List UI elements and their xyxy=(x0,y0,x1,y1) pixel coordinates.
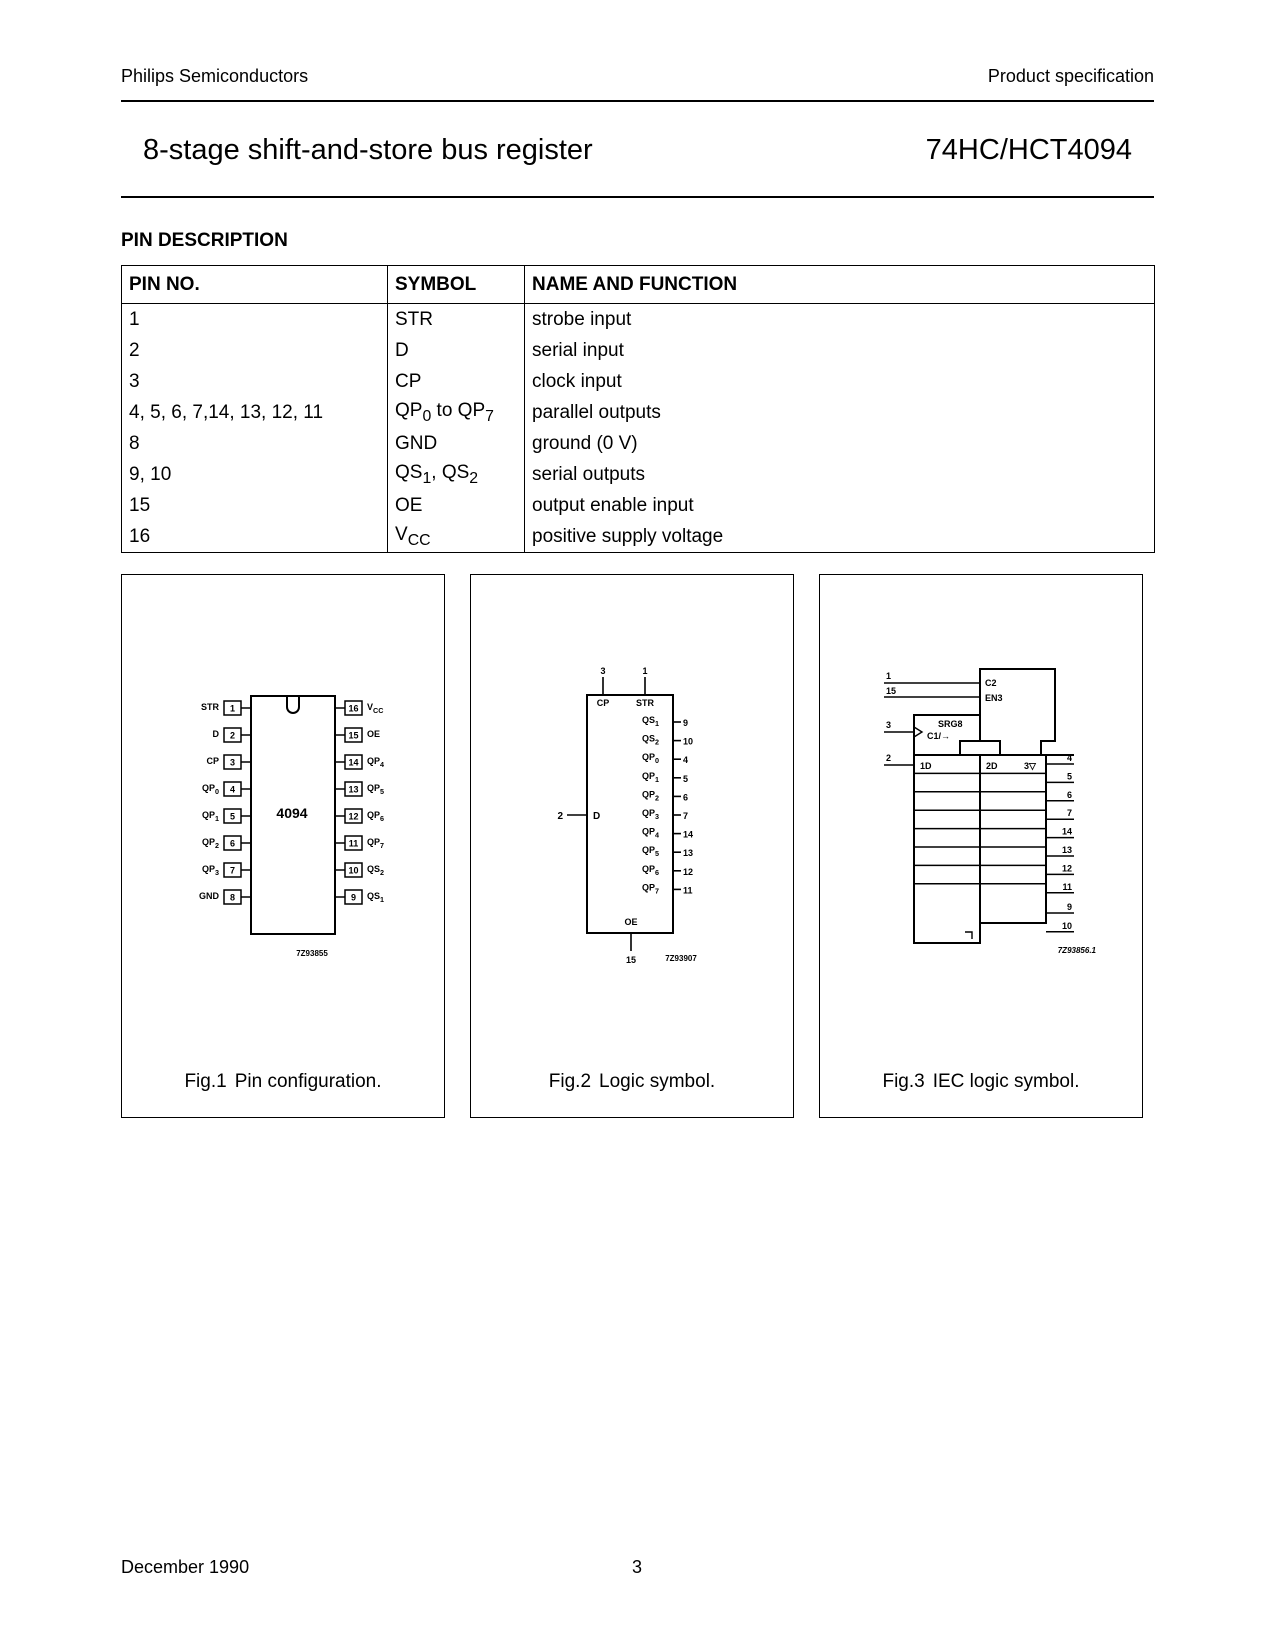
symbol-text: to xyxy=(431,399,458,421)
function-cell: clock input xyxy=(525,366,1155,397)
pin-number: 12 xyxy=(348,811,359,822)
pin-label: $QP_2$ xyxy=(201,837,219,850)
pin-group xyxy=(199,701,384,904)
figure-caption-text: Pin configuration. xyxy=(234,1071,382,1092)
output-number: 6 xyxy=(683,792,689,803)
symbol-cell: OE xyxy=(388,490,525,521)
table-row xyxy=(122,397,1155,428)
pin-number: 7 xyxy=(229,865,236,876)
symbol-text: , xyxy=(431,461,442,483)
pin-cell: 9, 10 xyxy=(122,459,388,490)
pin-number: 1 xyxy=(229,703,236,714)
table-row xyxy=(122,459,1155,490)
output-label: $QP_6$ xyxy=(641,863,659,877)
pin-number: 11 xyxy=(348,838,359,849)
output-label: $QP_4$ xyxy=(641,826,659,840)
pin-configuration-diagram xyxy=(122,575,444,1055)
function-cell: output enable input xyxy=(525,490,1155,521)
output-label: $QP_2$ xyxy=(641,789,659,803)
data-label-2d: 2D xyxy=(986,761,998,771)
symbol-text: QS xyxy=(441,461,470,483)
output-number: 5 xyxy=(683,773,689,784)
symbol-text: QP xyxy=(457,399,486,421)
function-cell: strobe input xyxy=(525,304,1155,336)
register-right-column xyxy=(980,755,1046,923)
symbol-cell xyxy=(388,459,525,490)
output-label: $QP_0$ xyxy=(641,752,659,766)
oe-label: OE xyxy=(624,917,638,927)
pin-label: $QP_5$ xyxy=(367,783,385,796)
output-label: $QS_2$ xyxy=(641,733,659,747)
clock-triangle xyxy=(914,727,922,737)
column-header-symbol: SYMBOL xyxy=(388,266,525,304)
data-input-number: 2 xyxy=(557,811,563,822)
pin-label: $QP_3$ xyxy=(201,864,219,877)
figure-caption xyxy=(122,1071,444,1093)
pin-label: $QS_2$ xyxy=(367,864,385,877)
oe-pin-number: 15 xyxy=(625,955,637,965)
function-cell: positive supply voltage xyxy=(525,521,1155,553)
output-label: $QP_7$ xyxy=(641,882,659,896)
pin-number: 3 xyxy=(229,757,236,768)
output-number: 14 xyxy=(683,829,694,840)
pin-number: 6 xyxy=(229,838,236,849)
symbol-text: QP xyxy=(395,399,423,421)
pin-cell: 1 xyxy=(122,304,388,336)
delay-mark xyxy=(965,932,972,939)
output-label: $QP_1$ xyxy=(641,770,659,784)
figure-caption-text: IEC logic symbol. xyxy=(932,1071,1080,1092)
output-number: 13 xyxy=(1061,845,1072,855)
header-rule xyxy=(121,100,1154,102)
function-cell: parallel outputs xyxy=(525,397,1155,428)
pin-label: $QP_4$ xyxy=(367,756,385,769)
chip-label: 4094 xyxy=(276,805,308,821)
control-label-en3: EN3 xyxy=(985,693,1003,703)
pin-label: $QP_6$ xyxy=(367,810,385,823)
pin-label: $QS_1$ xyxy=(367,891,385,904)
pin-label: OE xyxy=(367,729,381,739)
input-number: 3 xyxy=(886,720,892,730)
data-label-3: 3▽ xyxy=(1024,761,1036,771)
clock-label: C1/→ xyxy=(927,731,951,741)
output-number: 12 xyxy=(1061,863,1072,874)
top-inputs xyxy=(597,666,655,708)
top-input-label: STR xyxy=(636,698,654,708)
symbol-text: V xyxy=(395,523,408,545)
srg-label: SRG8 xyxy=(938,719,963,729)
table-row xyxy=(122,428,1155,459)
output-group xyxy=(1046,753,1074,932)
pin-label: GND xyxy=(199,891,219,901)
output-number: 11 xyxy=(683,885,693,896)
output-number: 4 xyxy=(683,755,689,766)
output-label: $QP_3$ xyxy=(641,808,659,821)
output-number: 10 xyxy=(1061,920,1072,931)
figure-caption xyxy=(820,1071,1142,1093)
function-cell: ground (0 V) xyxy=(525,428,1155,459)
page-number: 3 xyxy=(632,1557,643,1577)
pin-number: 9 xyxy=(350,892,357,903)
symbol-cell: CP xyxy=(388,366,525,397)
pin-number: 15 xyxy=(348,730,359,741)
symbol-subscript: 0 xyxy=(422,407,432,425)
column-header-pin: PIN NO. xyxy=(122,266,388,304)
table-row xyxy=(122,304,1155,336)
header-company: Philips Semiconductors xyxy=(121,66,309,86)
footer-date: December 1990 xyxy=(121,1557,250,1577)
pin-description-table xyxy=(121,265,1155,553)
iec-logic-symbol-diagram xyxy=(820,575,1142,1055)
figure-caption-text: Logic symbol. xyxy=(599,1071,716,1092)
pin-label: STR xyxy=(201,702,219,712)
function-cell: serial outputs xyxy=(525,459,1155,490)
input-number: 1 xyxy=(886,671,892,681)
output-label: $QP_5$ xyxy=(641,845,659,859)
figure-code: 7Z93855 xyxy=(296,949,328,958)
symbol-subscript: 1 xyxy=(422,469,432,487)
function-cell: serial input xyxy=(525,335,1155,366)
symbol-cell: GND xyxy=(388,428,525,459)
figure-number: Fig.2 xyxy=(548,1071,592,1092)
figure-logic-symbol xyxy=(470,574,794,1118)
symbol-cell: STR xyxy=(388,304,525,336)
part-number: 74HC/HCT4094 xyxy=(925,134,1132,166)
symbol-subscript: 7 xyxy=(485,407,494,425)
symbol-subscript: 2 xyxy=(469,469,479,487)
output-number: 13 xyxy=(683,848,694,859)
pin-number: 16 xyxy=(348,703,359,714)
top-input-number: 3 xyxy=(600,666,606,676)
figure-code: 7Z93856.1 xyxy=(1057,946,1096,955)
pin-number: 2 xyxy=(229,730,236,741)
output-number: 4 xyxy=(1066,753,1072,763)
table-row xyxy=(122,490,1155,521)
input-number: 15 xyxy=(886,686,897,696)
figure-iec-logic-symbol xyxy=(819,574,1143,1118)
output-number: 9 xyxy=(683,718,689,728)
output-number: 11 xyxy=(1062,881,1072,892)
pin-number: 4 xyxy=(229,784,236,795)
figure-number: Fig.3 xyxy=(882,1071,925,1092)
output-number: 10 xyxy=(683,736,694,747)
column-header-function: NAME AND FUNCTION xyxy=(525,266,1155,304)
pin-cell: 15 xyxy=(122,490,388,521)
pin-number: 8 xyxy=(229,892,236,903)
section-title: PIN DESCRIPTION xyxy=(121,230,288,251)
pin-cell: 4, 5, 6, 7,14, 13, 12, 11 xyxy=(122,397,388,428)
pin-label: $QP_1$ xyxy=(201,810,219,823)
output-number: 14 xyxy=(1061,826,1072,837)
pin-label: $QP_7$ xyxy=(367,837,385,850)
pin-cell: 2 xyxy=(122,335,388,366)
output-number: 5 xyxy=(1066,771,1072,782)
input-number: 2 xyxy=(886,753,892,763)
control-label-c2: C2 xyxy=(985,678,997,688)
pin-number: 13 xyxy=(348,784,359,795)
pin-label: D xyxy=(212,729,219,739)
ic-notch xyxy=(287,696,299,713)
symbol-cell: D xyxy=(388,335,525,366)
output-number: 9 xyxy=(1066,902,1072,912)
symbol-cell xyxy=(388,521,525,553)
output-number: 7 xyxy=(1066,808,1072,819)
pin-cell: 16 xyxy=(122,521,388,553)
pin-cell: 8 xyxy=(122,428,388,459)
symbol-text: QS xyxy=(395,461,423,483)
pin-label: CP xyxy=(206,756,219,766)
pin-number: 10 xyxy=(348,865,359,876)
table-row xyxy=(122,366,1155,397)
pin-number: 14 xyxy=(348,757,359,768)
title-rule xyxy=(121,196,1154,198)
register-left-column xyxy=(914,755,980,943)
logic-symbol-diagram xyxy=(471,575,793,1055)
figure-number: Fig.1 xyxy=(184,1071,227,1092)
pin-cell: 3 xyxy=(122,366,388,397)
header-doc-type: Product specification xyxy=(987,66,1154,86)
data-label-1d: 1D xyxy=(920,761,932,771)
figure-caption xyxy=(471,1071,793,1093)
top-input-number: 1 xyxy=(642,666,648,676)
output-group xyxy=(642,715,693,895)
pin-label: $QP_0$ xyxy=(201,783,219,796)
top-input-label: CP xyxy=(596,698,610,708)
symbol-cell xyxy=(388,397,525,428)
table-row xyxy=(122,335,1155,366)
table-header-row xyxy=(122,266,1155,304)
pin-label: $V_{CC}$ xyxy=(367,702,384,715)
output-number: 6 xyxy=(1066,789,1072,800)
symbol-subscript: CC xyxy=(407,531,431,549)
output-label: $QS_1$ xyxy=(641,715,659,728)
document-title: 8-stage shift-and-store bus register xyxy=(143,134,593,166)
output-number: 12 xyxy=(683,866,694,877)
table-row xyxy=(122,521,1155,553)
data-input-label: D xyxy=(593,811,601,822)
figure-code: 7Z93907 xyxy=(665,954,697,963)
output-number: 7 xyxy=(683,811,689,821)
pin-number: 5 xyxy=(229,811,236,822)
figure-pin-configuration xyxy=(121,574,445,1118)
